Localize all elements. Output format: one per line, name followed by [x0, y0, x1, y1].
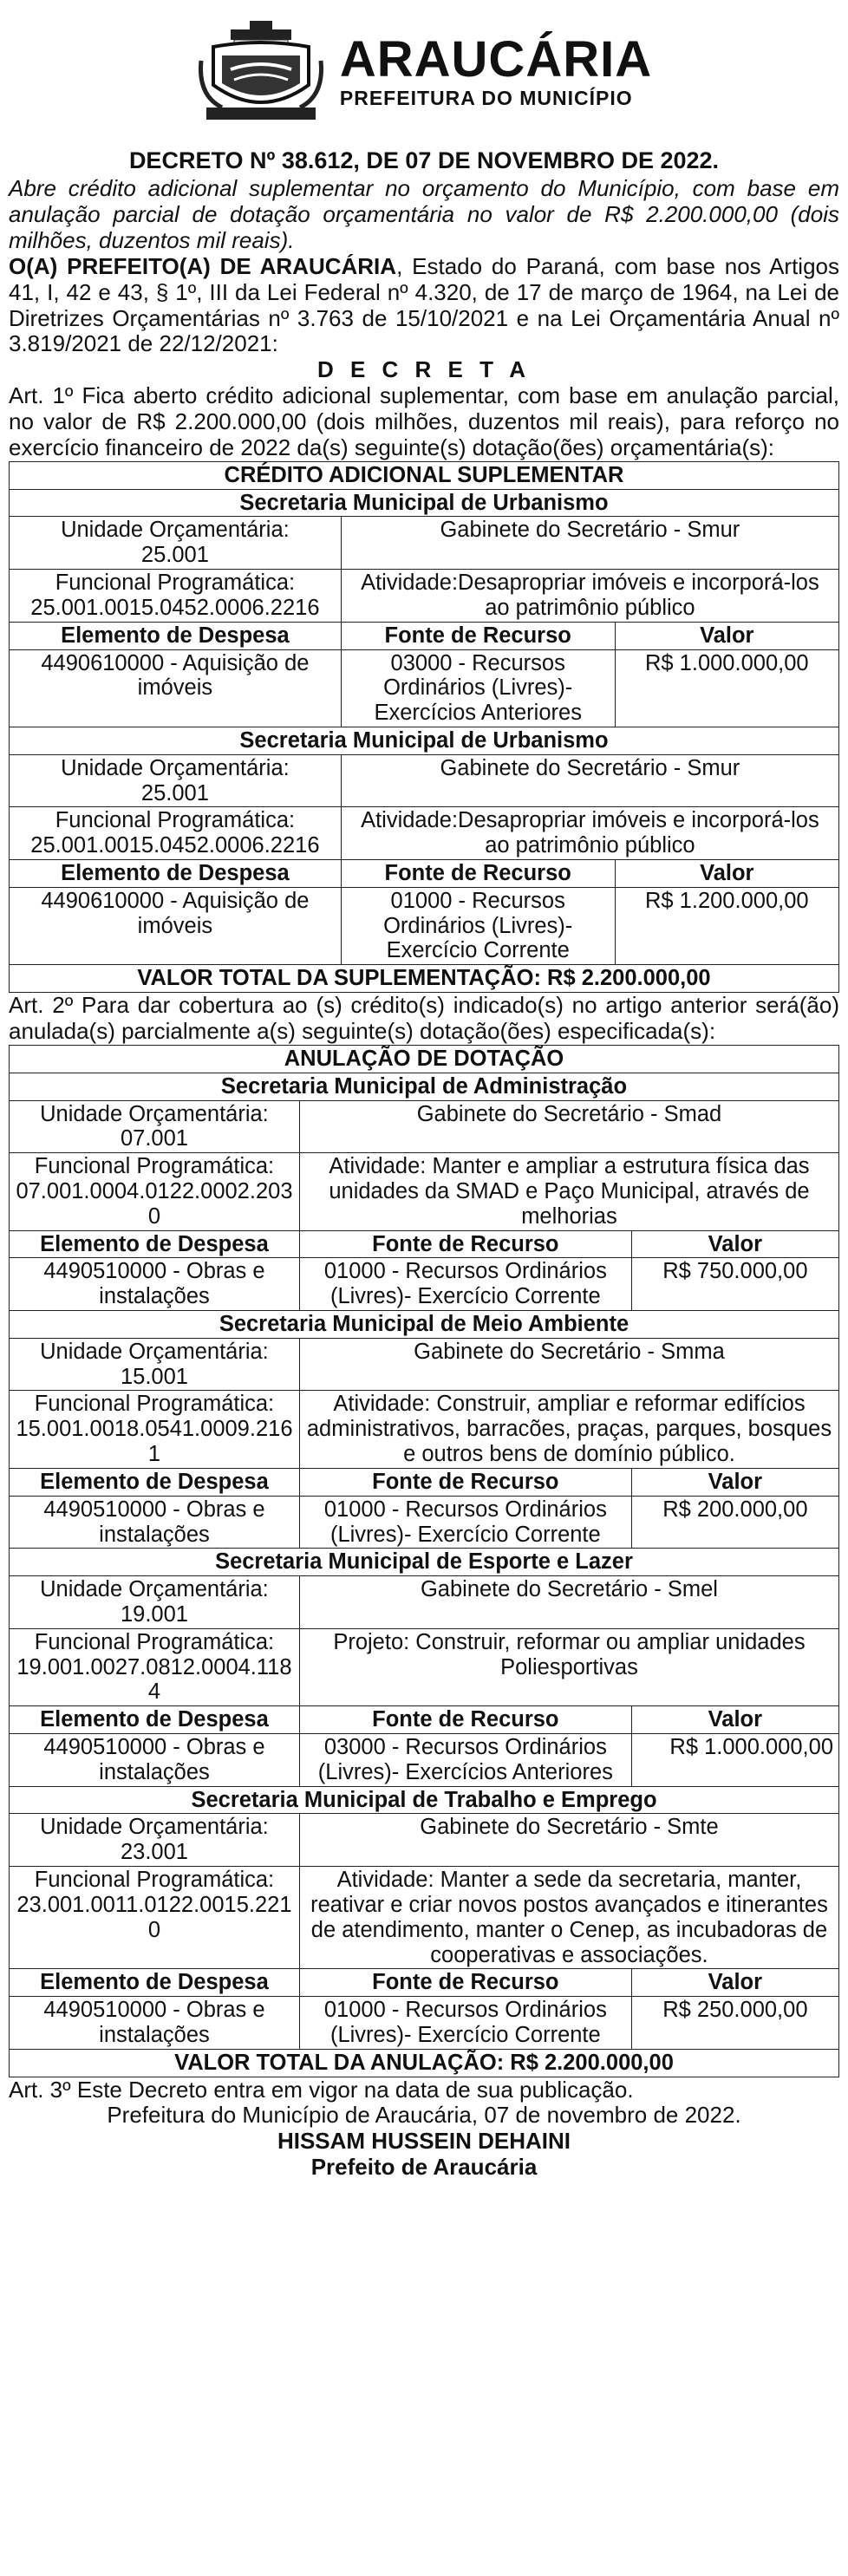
unidade-label: Unidade Orçamentária:	[40, 1577, 269, 1602]
funcional-description: Projeto: Construir, reformar ou ampliar unidades Poliesportivas	[299, 1628, 838, 1705]
column-header-fonte: Fonte de Recurso	[299, 1230, 631, 1258]
column-header-valor: Valor	[615, 860, 838, 888]
column-header-valor: Valor	[631, 1468, 838, 1496]
unidade-code: 23.001	[120, 1840, 188, 1865]
closing-place-date: Prefeitura do Município de Araucária, 07 de novembro de 2022.	[107, 2102, 741, 2129]
elemento-value: 4490510000 - Obras e instalações	[10, 1258, 300, 1311]
unidade-label: Unidade Orçamentária:	[61, 755, 290, 780]
secretaria-name: Secretaria Municipal de Esporte e Lazer	[10, 1549, 839, 1576]
signer-title: Prefeito de Araucária	[310, 2154, 538, 2181]
secretaria-name: Secretaria Municipal de Urbanismo	[10, 727, 839, 754]
unidade-cell	[10, 1576, 300, 1629]
table-heading: ANULAÇÃO DE DOTAÇÃO	[10, 1045, 839, 1073]
unidade-name: Gabinete do Secretário - Smur	[341, 517, 838, 570]
unidade-code: 19.001	[120, 1601, 188, 1627]
column-header-fonte: Fonte de Recurso	[299, 1706, 631, 1734]
unidade-code: 25.001	[140, 780, 209, 805]
unidade-code: 07.001	[120, 1126, 188, 1151]
fonte-value: 03000 - Recursos Ordinários (Livres)- Exercícios Anteriores	[341, 649, 615, 727]
secretaria-name: Secretaria Municipal de Urbanismo	[10, 489, 839, 517]
supplementary-credit-table	[9, 461, 839, 993]
column-header-elemento: Elemento de Despesa	[10, 860, 342, 888]
column-header-elemento: Elemento de Despesa	[10, 622, 342, 649]
funcional-description: Atividade: Manter e ampliar a estrutura física das unidades da SMAD e Paço Municipal, através de melhorias	[299, 1153, 838, 1230]
unidade-code: 15.001	[120, 1364, 188, 1389]
funcional-code: 07.001.0004.0122.0002.2030	[16, 1178, 293, 1229]
elemento-value: 4490610000 - Aquisição de imóveis	[10, 887, 342, 964]
unidade-label: Unidade Orçamentária:	[40, 1815, 269, 1840]
fonte-value: 01000 - Recursos Ordinários (Livres)- Exercício Corrente	[299, 1258, 631, 1311]
article-3: Art. 3º Este Decreto entra em vigor na data de sua publicação.	[9, 2076, 634, 2103]
funcional-label: Funcional Programática:	[55, 571, 296, 596]
funcional-description: Atividade:Desapropriar imóveis e incorporá-los ao patrimônio público	[341, 807, 838, 860]
table-heading: CRÉDITO ADICIONAL SUPLEMENTAR	[10, 461, 839, 489]
column-header-valor: Valor	[615, 622, 838, 649]
brand-subtitle: PREFEITURA DO MUNICÍPIO	[339, 86, 633, 109]
unidade-name: Gabinete do Secretário - Smma	[299, 1338, 838, 1391]
column-header-elemento: Elemento de Despesa	[10, 1706, 300, 1734]
funcional-label: Funcional Programática:	[34, 1392, 275, 1417]
brand-block	[339, 30, 653, 109]
secretaria-name: Secretaria Municipal de Trabalho e Emprego	[10, 1786, 839, 1814]
elemento-value: 4490510000 - Obras e instalações	[10, 1496, 300, 1549]
column-header-valor: Valor	[631, 1230, 838, 1258]
supplementation-total: VALOR TOTAL DA SUPLEMENTAÇÃO: R$ 2.200.000,00	[10, 965, 839, 993]
funcional-code: 19.001.0027.0812.0004.1184	[16, 1654, 292, 1705]
funcional-description: Atividade: Manter a sede da secretaria, manter, reativar e criar novos postos avançados e itinerantes de atendimento, manter o Cenep, as incubadoras de cooperativas e associações.	[299, 1867, 838, 1969]
preamble	[9, 254, 839, 358]
signer-name: HISSAM HUSSEIN DEHAINI	[277, 2128, 571, 2155]
valor-value: R$ 200.000,00	[631, 1496, 838, 1549]
column-header-valor: Valor	[631, 1706, 838, 1734]
funcional-code: 25.001.0015.0452.0006.2216	[30, 833, 320, 858]
column-header-fonte: Fonte de Recurso	[341, 860, 615, 888]
municipal-crest-logo	[196, 17, 326, 127]
funcional-label: Funcional Programática:	[34, 1154, 275, 1179]
annulment-table	[9, 1045, 839, 2077]
unidade-name: Gabinete do Secretário - Smur	[341, 754, 838, 807]
unidade-label: Unidade Orçamentária:	[40, 1101, 269, 1126]
table-row	[10, 649, 839, 727]
article-2: Art. 2º Para dar cobertura ao (s) crédito(s) indicado(s) no artigo anterior será(ão) anulada(s) parcialmente a(s) seguinte(s) dotação(ões) especificada(s):	[9, 992, 839, 1044]
unidade-cell	[10, 1814, 300, 1867]
valor-value: R$ 750.000,00	[631, 1258, 838, 1311]
unidade-name: Gabinete do Secretário - Smel	[299, 1576, 838, 1629]
funcional-description: Atividade:Desapropriar imóveis e incorporá-los ao patrimônio público	[341, 570, 838, 623]
funcional-description: Atividade: Construir, ampliar e reformar edifícios administrativos, barracões, praças, parques, bosques e outros bens de domínio público.	[299, 1391, 838, 1468]
funcional-cell	[10, 1153, 300, 1230]
decreta-heading: D E C R E T A	[316, 356, 532, 383]
funcional-code: 23.001.0011.0122.0015.2210	[16, 1892, 292, 1942]
funcional-code: 15.001.0018.0541.0009.2161	[16, 1417, 293, 1467]
unidade-cell	[10, 1100, 300, 1153]
fonte-value: 01000 - Recursos Ordinários (Livres)- Exercício Corrente	[341, 887, 615, 964]
fonte-value: 01000 - Recursos Ordinários (Livres)- Exercício Corrente	[299, 1496, 631, 1549]
preamble-authority: O(A) PREFEITO(A) DE ARAUCÁRIA	[9, 252, 397, 279]
funcional-code: 25.001.0015.0452.0006.2216	[30, 595, 320, 620]
unidade-cell	[10, 1338, 300, 1391]
secretaria-name: Secretaria Municipal de Meio Ambiente	[10, 1311, 839, 1339]
fonte-value: 01000 - Recursos Ordinários (Livres)- Exercício Corrente	[299, 1997, 631, 2050]
funcional-cell	[10, 570, 342, 623]
funcional-label: Funcional Programática:	[55, 808, 296, 833]
column-header-elemento: Elemento de Despesa	[10, 1468, 300, 1496]
column-header-elemento: Elemento de Despesa	[10, 1969, 300, 1997]
unidade-name: Gabinete do Secretário - Smad	[299, 1100, 838, 1153]
column-header-valor: Valor	[631, 1969, 838, 1997]
funcional-label: Funcional Programática:	[34, 1868, 275, 1893]
unidade-name: Gabinete do Secretário - Smte	[299, 1814, 838, 1867]
funcional-cell	[10, 1628, 300, 1705]
brand-name: ARAUCÁRIA	[339, 30, 653, 88]
table-row	[10, 1734, 839, 1787]
unidade-cell	[10, 754, 342, 807]
unidade-label: Unidade Orçamentária:	[40, 1339, 269, 1364]
elemento-value: 4490510000 - Obras e instalações	[10, 1734, 300, 1787]
document-page	[9, 0, 839, 2181]
unidade-code: 25.001	[140, 543, 209, 568]
annulment-total: VALOR TOTAL DA ANULAÇÃO: R$ 2.200.000,00	[10, 2049, 839, 2077]
table-row	[10, 1997, 839, 2050]
table-row	[10, 1258, 839, 1311]
article-1: Art. 1º Fica aberto crédito adicional suplementar, com base em anulação parcial, no valor de R$ 2.200.000,00 (dois milhões, duzentos mil reais), para reforço no exercício financeiro de 2022 da(s) seguinte(s) dotação(ões) orçamentária(s):	[9, 382, 839, 460]
valor-value: R$ 1.000.000,00	[631, 1734, 838, 1787]
elemento-value: 4490510000 - Obras e instalações	[10, 1997, 300, 2050]
preamble-text: , Estado do Paraná, com base nos Artigos 41, I, 42 e 43, § 1º, III da Lei Federal nº 4.320, de 17 de março de 1964, na Lei de Diretrizes Orçamentárias nº 3.763 de 15/10/2021 e na Lei Orçamentária Anual nº 3.819/2021 de 22/12/2021:	[9, 252, 839, 357]
column-header-fonte: Fonte de Recurso	[299, 1468, 631, 1496]
column-header-fonte: Fonte de Recurso	[341, 622, 615, 649]
funcional-cell	[10, 1867, 300, 1969]
valor-value: R$ 1.200.000,00	[615, 887, 838, 964]
column-header-fonte: Fonte de Recurso	[299, 1969, 631, 1997]
decree-summary: Abre crédito adicional suplementar no orçamento do Município, com base em anulação parcial de dotação orçamentária no valor de R$ 2.200.000,00 (dois milhões, duzentos mil reais).	[9, 175, 839, 253]
funcional-cell	[10, 1391, 300, 1468]
secretaria-name: Secretaria Municipal de Administração	[10, 1073, 839, 1100]
decree-title: DECRETO Nº 38.612, DE 07 DE NOVEMBRO DE 2022.	[128, 147, 720, 173]
header	[9, 16, 839, 128]
funcional-cell	[10, 807, 342, 860]
table-row	[10, 1496, 839, 1549]
unidade-label: Unidade Orçamentária:	[61, 518, 290, 543]
funcional-label: Funcional Programática:	[34, 1629, 275, 1654]
table-row	[10, 887, 839, 964]
valor-value: R$ 1.000.000,00	[615, 649, 838, 727]
fonte-value: 03000 - Recursos Ordinários (Livres)- Exercícios Anteriores	[299, 1734, 631, 1787]
valor-value: R$ 250.000,00	[631, 1997, 838, 2050]
elemento-value: 4490610000 - Aquisição de imóveis	[10, 649, 342, 727]
column-header-elemento: Elemento de Despesa	[10, 1230, 300, 1258]
unidade-cell	[10, 517, 342, 570]
